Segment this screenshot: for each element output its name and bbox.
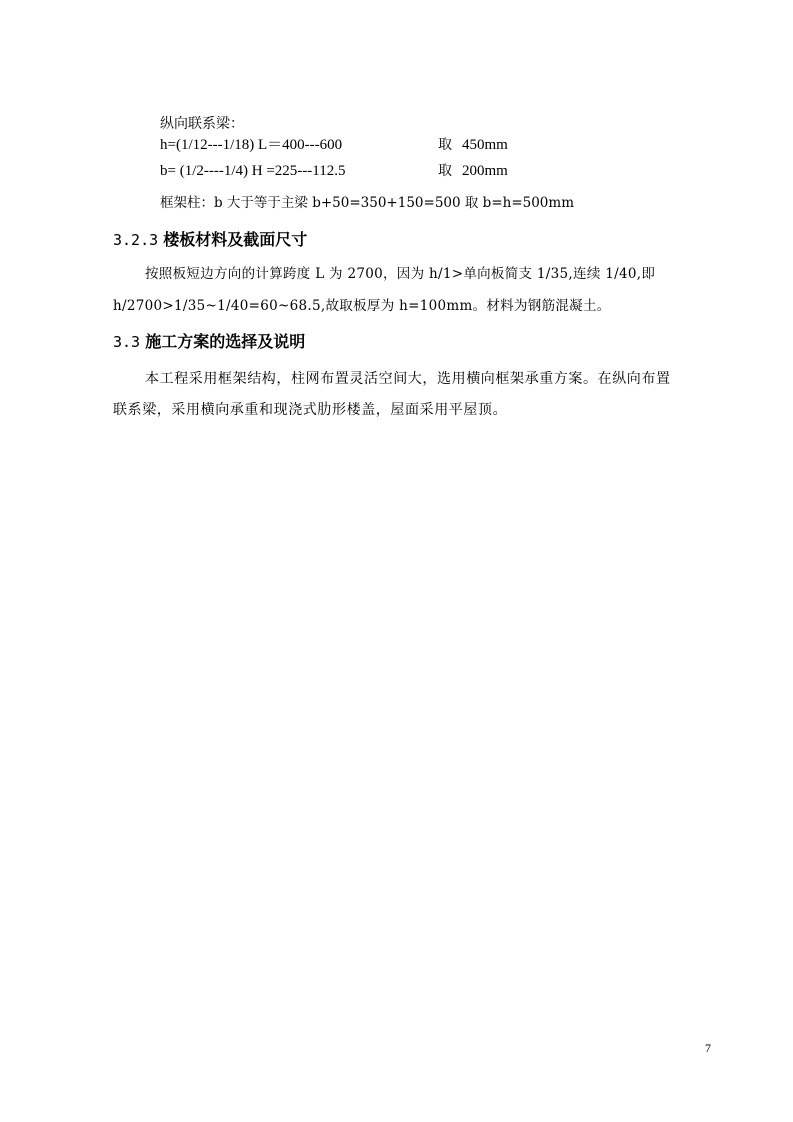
beam-height-take-value: 450mm: [462, 137, 508, 153]
slab-paragraph-line-1: 按照板短边方向的计算跨度 L 为 2700，因为 h/1>单向板简支 1/35,连续 1/40,即: [145, 266, 656, 282]
beam-width-take-value: 200mm: [462, 163, 508, 179]
column-size-text: 框架柱：b 大于等于主梁 b+50=350+150=500 取 b=h=500mm: [160, 195, 575, 211]
beam-width-take-keyword: 取: [438, 163, 452, 179]
section-number: 3.3: [113, 333, 141, 351]
page-number: 7: [705, 1041, 711, 1055]
beam-height-take-keyword: 取: [438, 137, 452, 153]
beam-height-take: [438, 136, 508, 154]
construction-paragraph-line-1: 本工程采用框架结构，柱网布置灵活空间大，选用横向框架承重方案。在纵向布置: [145, 371, 671, 387]
section-title: 楼板材料及截面尺寸: [163, 230, 308, 249]
section-number: 3.2.3: [113, 231, 159, 249]
construction-paragraph-line-2: 联系梁，采用横向承重和现浇式肋形楼盖，屋面采用平屋顶。: [113, 402, 508, 418]
beam-width-take: [438, 162, 508, 180]
beam-width-formula: b= (1/2----1/4) H =225---112.5: [160, 163, 346, 179]
longitudinal-beam-label: 纵向联系梁：: [160, 116, 244, 132]
section-title: 施工方案的选择及说明: [145, 332, 306, 351]
beam-height-formula: h=(1/12---1/18) L＝400---600: [160, 137, 343, 153]
section-heading-3-2-3: [113, 230, 307, 250]
section-heading-3-3: [113, 332, 305, 352]
slab-paragraph-line-2: h/2700>1/35~1/40=60~68.5,故取板厚为 h=100mm。材料为钢筋混凝土。: [113, 298, 611, 314]
